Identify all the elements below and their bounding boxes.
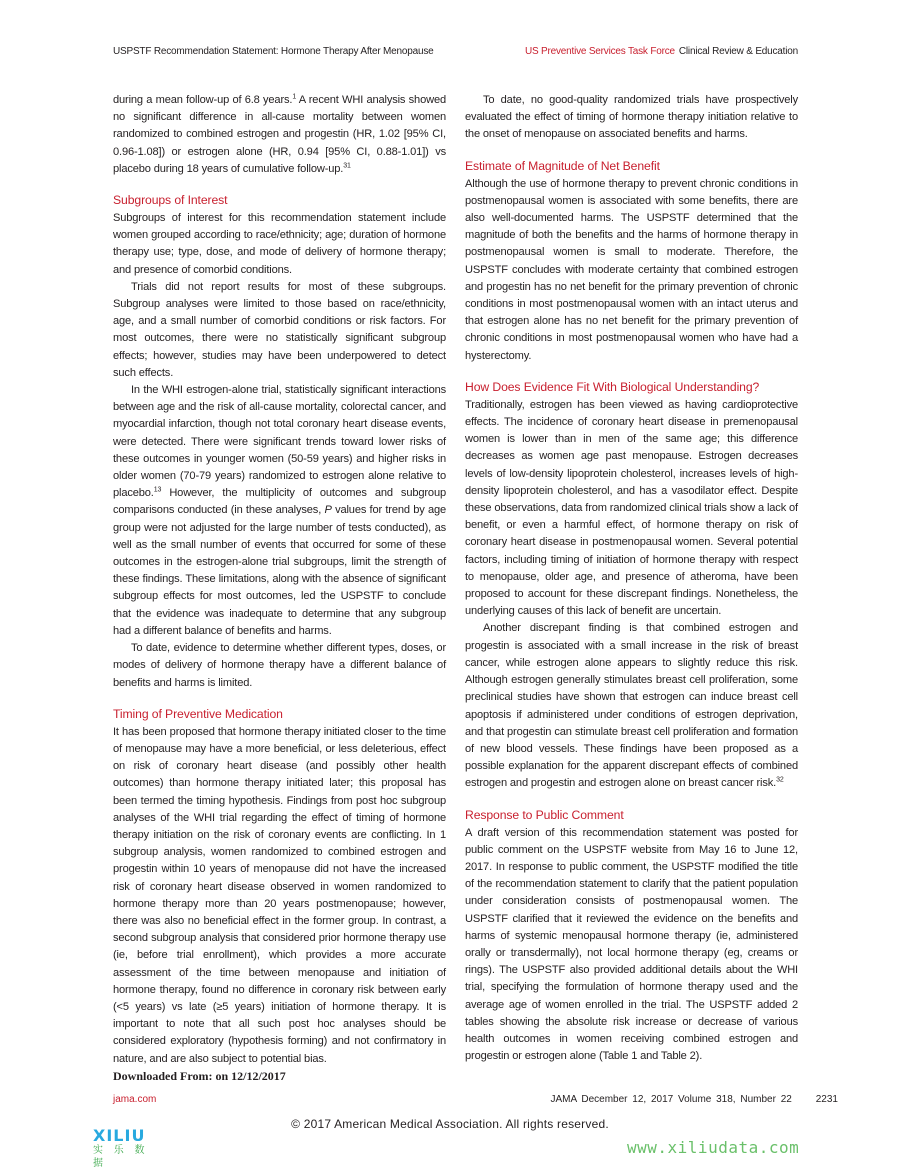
running-header-title: USPSTF Recommendation Statement: Hormone Therapy After Menopause: [113, 46, 434, 57]
paragraph-trials: Trials did not report results for most of these subgroups. Subgroup analyses were limited to those based on race/ethnicity, age, and a small number of comorbid conditions or risk factors. For most outcomes, there were no statistically significant subgroup effects; however, studies may have been underpowered to detect such effects.: [113, 280, 446, 379]
reference-marker: 31: [343, 162, 351, 170]
reference-marker: 32: [776, 776, 784, 784]
heading-timing: Timing of Preventive Medication: [113, 706, 283, 721]
paragraph-breast-cancer: Another discrepant finding is that combined estrogen and progestin is associated with a small increase in the risk of breast cancer, while estrogen alone appears to slightly reduce this risk. Although estrogen generally stimulates breast cell proliferation, some preclinical studies have shown that estrogen can induce breast cell apoptosis if administered under conditions of estrogen deprivation, and that progestin can stimulate breast cell proliferation and formation of new blood vessels. These findings have been proposed as a possible explanation for the apparent discrepant effects of combined estrogen and progestin and estrogen alone on breast cancer risk.$^{32}$: [465, 622, 798, 790]
journal-name: US Preventive Services Task Force: [524, 46, 675, 57]
watermark-url: www.xiliudata.com: [627, 1138, 800, 1157]
footer-citation: [550, 1094, 838, 1105]
heading-net-benefit: Estimate of Magnitude of Net Benefit: [465, 158, 660, 173]
paragraph-public-comment: A draft version of this recommendation statement was posted for public comment on the USPSTF website from May 16 to June 12, 2017. In response to public comment, the USPSTF modified the title of the recommendation statement to clarify that the patient population under consideration consists of postmenopausal women. The USPSTF clarified that it reviewed the evidence on the benefits and harms of systemic menopausal hormone therapy (ie, administered orally or transdermally), not local hormone therapy (eg, creams or rings). The USPSTF also provided additional details about the WHI trial, specifying the formulation of hormone therapy used and the average age of women enrolled in the trial. The USPSTF added 2 tables showing the absolute risk increase or decrease of various health outcomes in women receiving combined estrogen and progestin or estrogen alone (Table 1 and Table 2).: [465, 826, 798, 1063]
page-number: 2231: [815, 1094, 838, 1105]
right-column: [465, 92, 798, 1065]
paragraph-timing: It has been proposed that hormone therapy initiated closer to the time of menopause may have a more beneficial, or less deleterious, effect on risk of coronary heart disease (and possibly other health outcomes) than hormone therapy initiated later; this proposal has been termed the timing hypothesis. Findings from post hoc subgroup analyses of the WHI trial regarding the effect of timing of hormone therapy initiation on the risk of coronary events are conflicting. In 1 subgroup analysis, women randomized to combined estrogen and progestin within 10 years of menopause did not have the increased risk of coronary heart disease observed in women randomized to hormone therapy more than 20 years postmenopause; however, there was also no beneficial effect in the former group. In contrast, a second subgroup analysis that considered prior hormone therapy use (ie, before trial enrollment), which provides a more accurate assessment of the time between menopause and initiation of hormone therapy, found no difference in coronary risk between early (<5 years) vs late (≥5 years) initiation of hormone therapy. It is important to note that all such post hoc analyses should be considered exploratory (hypothesis forming) and not confirmatory in nature, and are also subject to potential bias.: [113, 725, 446, 1065]
paragraph-net-benefit: Although the use of hormone therapy to prevent chronic conditions in postmenopausal women is associated with some benefits, there are also well-documented harms. The USPSTF determined that the magnitude of both the benefits and the harms of hormone therapy in postmenopausal women is small to moderate. Therefore, the USPSTF concludes with moderate certainty that combined estrogen and progestin has no net benefit for the primary prevention of chronic conditions in most postmenopausal women with an intact uterus and that estrogen alone has no net benefit for the primary prevention of chronic conditions in most postmenopausal women who have had a hysterectomy.: [465, 177, 798, 362]
section-name: Clinical Review & Education: [678, 46, 798, 57]
left-column: [113, 92, 446, 1068]
logo-subtext: 实 乐 数 据: [93, 1145, 149, 1169]
reference-marker: 13: [153, 486, 162, 494]
paragraph-types-doses: To date, evidence to determine whether different types, doses, or modes of delivery of hormone therapy have a different balance of benefits and harms is limited.: [113, 642, 446, 689]
footer-site-link[interactable]: jama.com: [113, 1094, 157, 1105]
heading-subgroups: Subgroups of Interest: [113, 193, 228, 208]
download-stamp: Downloaded From: on 12/12/2017: [113, 1069, 286, 1083]
heading-public-comment: Response to Public Comment: [465, 807, 624, 822]
paragraph-subgroups: Subgroups of interest for this recommendation statement include women grouped according to race/ethnicity; age; duration of hormone therapy use; type, dose, and mode of delivery of hormone therapy; and presence of comorbid conditions.: [113, 212, 446, 276]
paragraph-no-trials: To date, no good-quality randomized trials have prospectively evaluated the effect of timing of hormone therapy initiation relative to the onset of menopause on associated benefits and harms.: [465, 94, 798, 141]
logo-text: XILIU: [93, 1126, 146, 1145]
paragraph-mortality: during a mean follow-up of 6.8 years.$^1$ A recent WHI analysis showed no significant difference in all-cause mortality between women randomized to combined estrogen and progestin (HR, 1.02 [95% CI, 0.96-1.08]) or estrogen alone (HR, 0.94 [95% CI, 0.88-1.01]) vs placebo during 18 years of cumulative follow-up.$^{31}$: [113, 93, 446, 175]
paragraph-whi-estrogen: In the WHI estrogen-alone trial, statistically significant interactions between age and the risk of all-cause mortality, colorectal cancer, and myocardial infarction, though not total coronary heart disease events, were detected. There were significant trends toward lower risks of these outcomes in younger women (50-59 years) and higher risks in older women (70-79 years) randomized to estrogen alone relative to placebo.$^{13}$ However, the multiplicity of outcomes and subgroup comparisons conducted (in these analyses, P values for trend by age group were not adjusted for the large number of tests conducted), as well as the small number of events that occurred for some of these outcomes in the estrogen-alone trial subgroups, limit the strength of these findings. These limitations, along with the absence of significant subgroup effects for most outcomes, led the USPSTF to conclude that the evidence was inadequate to determine that any subgroup had a different balance of benefits and harms.: [113, 384, 447, 637]
citation-text: JAMA December 12, 2017 Volume 318, Number 22: [550, 1094, 792, 1105]
watermark-logo: [93, 1126, 163, 1169]
running-header-section: [525, 46, 798, 57]
heading-biological: How Does Evidence Fit With Biological Understanding?: [465, 379, 760, 394]
paragraph-cardioprotective: Traditionally, estrogen has been viewed as having cardioprotective effects. The incidence of coronary heart disease in premenopausal women is lower than in men of the same age; this difference decreases as women age past menopause. Estrogen decreases levels of low-density lipoprotein cholesterol, increases levels of high-density lipoprotein cholesterol, and has a vasodilator effect. Despite these observations, data from randomized clinical trials show a lack of benefit, or even a harmful effect, of hormone therapy on risk of coronary heart disease in postmenopausal women. Several potential factors, including timing of initiation of hormone therapy with respect to menopause, older age, and presence of atheroma, have been proposed to account for these discrepant findings. Nonetheless, the underlying causes of this lack of benefit are uncertain.: [465, 398, 798, 618]
reference-marker: 1: [292, 93, 297, 101]
copyright-notice: © 2017 American Medical Association. All rights reserved.: [291, 1117, 609, 1131]
